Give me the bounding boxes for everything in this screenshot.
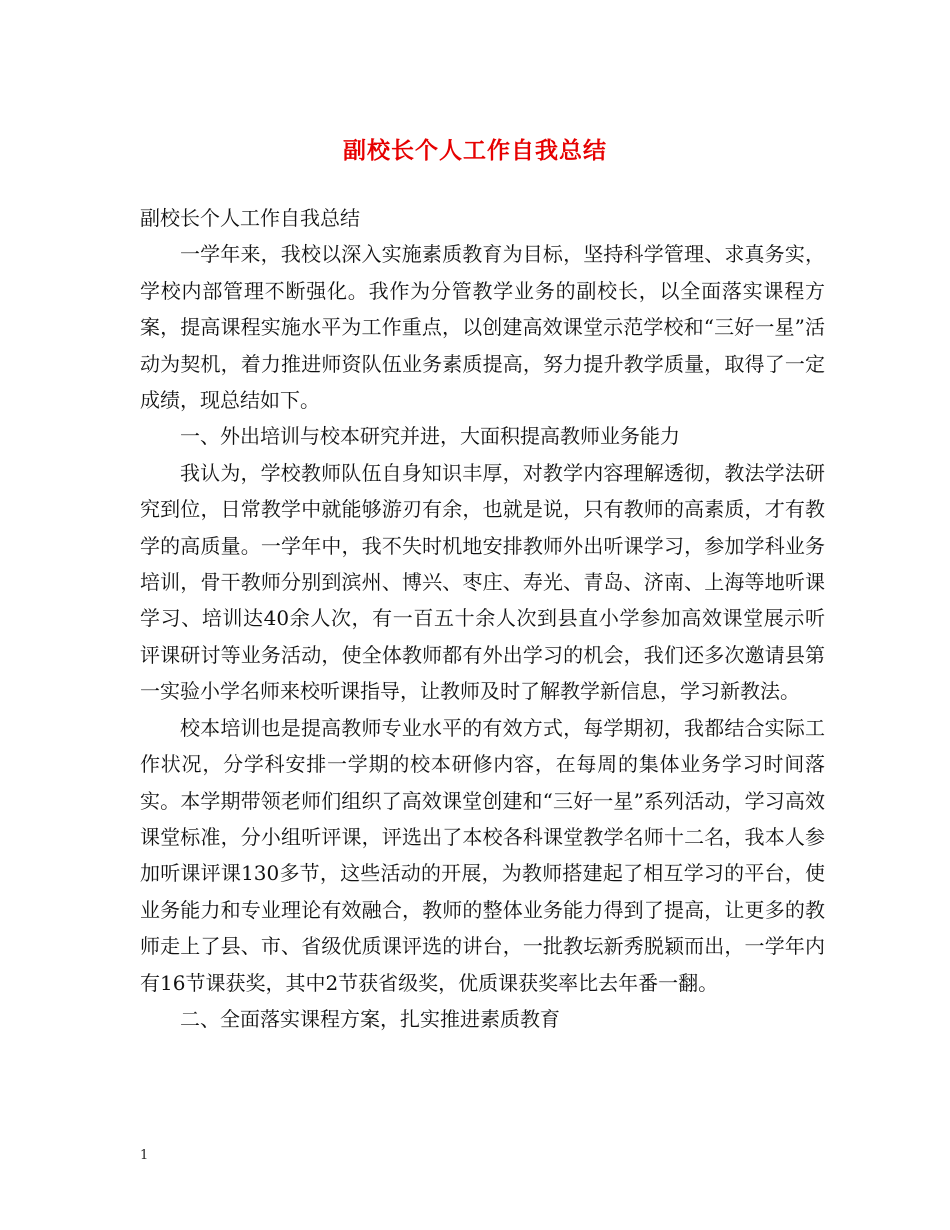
document-title: 副校长个人工作自我总结	[343, 137, 607, 164]
section-heading-one: 一、外出培训与校本研究并进，大面积提高教师业务能力	[180, 424, 680, 449]
paragraph-school-training: 校本培训也是提高教师专业水平的有效方式，每学期初，我都结合实际工作状况，分学科安排一学期的校本研修内容，在每周的集体业务学习时间落实。本学期带领老师们组织了高效课堂创建和“三好一星”系列活动，学习高效课堂标准，分小组听评课，评选出了本校各科课堂教学名师十二名，我本人参加听课评课130多节，这些活动的开展，为教师搭建起了相互学习的平台，使业务能力和专业理论有效融合，教师的整体业务能力得到了提高，让更多的教师走上了县、市、省级优质课评选的讲台，一批教坛新秀脱颖而出，一学年内有16节课获奖，其中2节获省级奖，优质课获奖率比去年番一翻。	[140, 715, 825, 995]
section-heading-two: 二、全面落实课程方案，扎实推进素质教育	[180, 1006, 560, 1031]
document-body	[140, 200, 825, 1037]
paragraph-external-training: 我认为，学校教师队伍自身知识丰厚，对教学内容理解透彻，教法学法研究到位，日常教学中就能够游刃有余，也就是说，只有教师的高素质，才有教学的高质量。一学年中，我不失时机地安排教师外出听课学习，参加学科业务培训，骨干教师分别到滨州、博兴、枣庄、寿光、青岛、济南、上海等地听课学习、培训达40余人次，有一百五十余人次到县直小学参加高效课堂展示听评课研讨等业务活动，使全体教师都有外出学习的机会，我们还多次邀请县第一实验小学名师来校听课指导，让教师及时了解教学新信息，学习新教法。	[140, 460, 825, 704]
page-number: 1	[140, 1148, 149, 1163]
paragraph-heading: 副校长个人工作自我总结	[140, 206, 360, 230]
paragraph-intro: 一学年来，我校以深入实施素质教育为目标，坚持科学管理、求真务实，学校内部管理不断强化。我作为分管教学业务的副校长，以全面落实课程方案，提高课程实施水平为工作重点，以创建高效课堂示范学校和“三好一星”活动为契机，着力推进师资队伍业务素质提高，努力提升教学质量，取得了一定成绩，现总结如下。	[140, 242, 825, 413]
